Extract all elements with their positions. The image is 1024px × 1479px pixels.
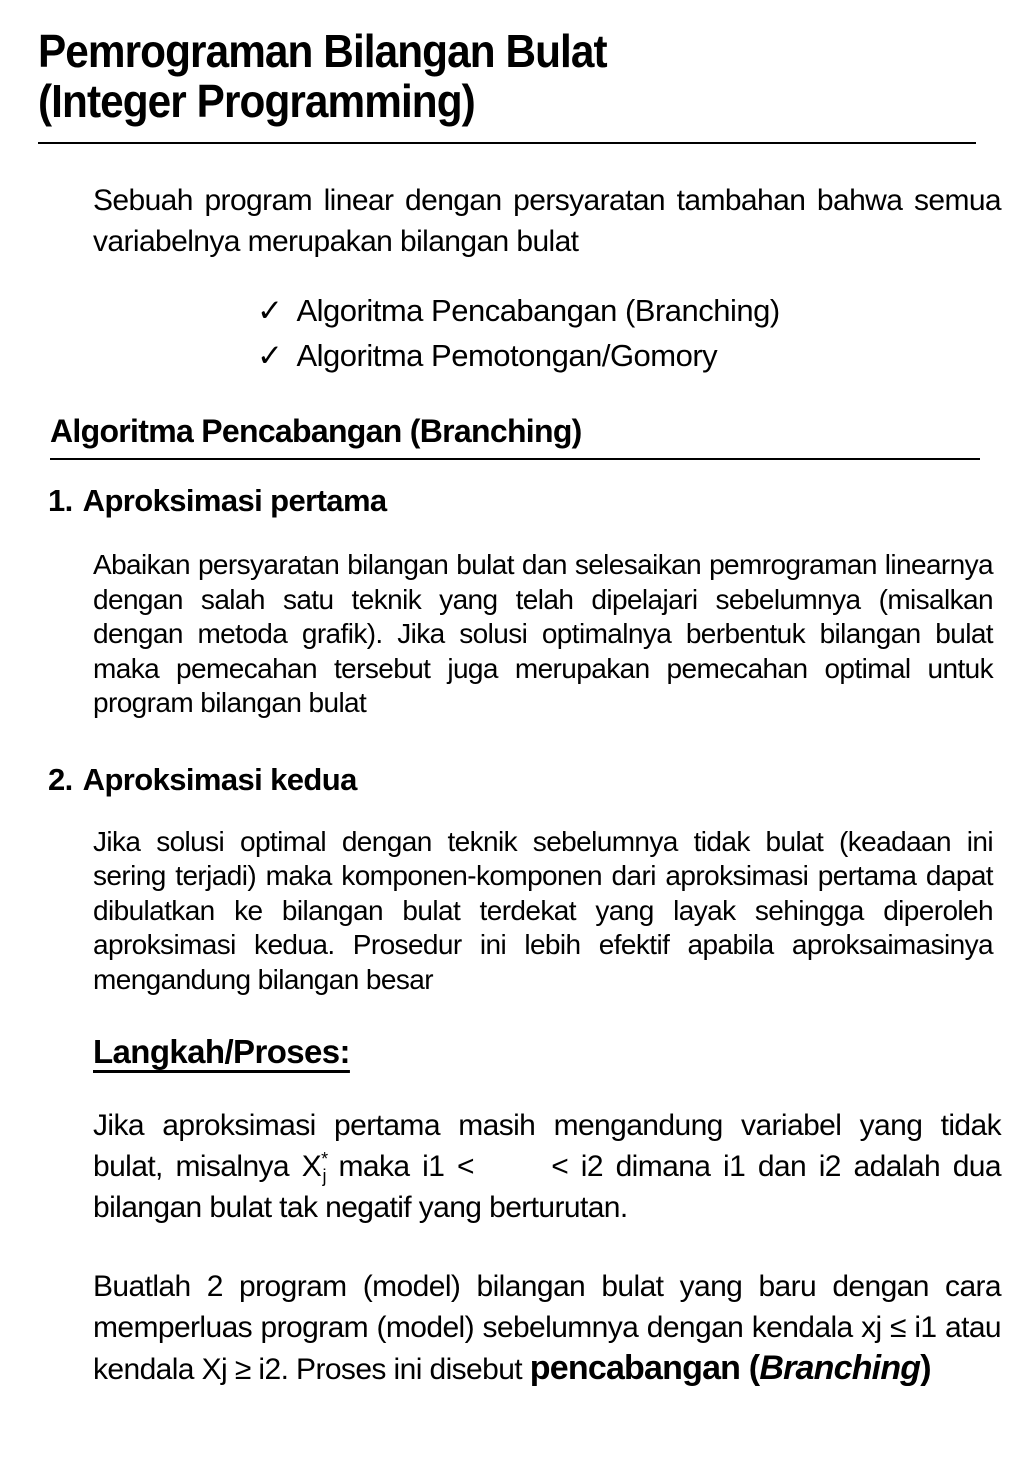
title-divider-rule <box>38 142 976 144</box>
checkmark-icon: ✓ <box>257 338 283 373</box>
checklist <box>257 288 990 378</box>
step2-bold-run <box>530 1349 931 1387</box>
list-item <box>257 288 990 333</box>
step1-text-end: < i2 dimana i1 dan i2 adalah dua bilangan bulat tak negatif yang berturutan. <box>93 1150 1001 1224</box>
step1-text-mid: maka i1 < <box>338 1150 474 1183</box>
point-number: 2. <box>48 761 73 797</box>
step1-text-start: Jika aproksimasi pertama masih mengandung variabel yang tidak bulat, misalnya <box>93 1109 1001 1183</box>
page-title-line-1: Pemrograman Bilangan Bulat <box>38 25 607 77</box>
page-title <box>38 26 914 126</box>
point-title: Aproksimasi kedua <box>82 761 357 797</box>
steps-heading-row <box>38 997 990 1071</box>
variable-x-star-j <box>301 1149 328 1187</box>
section-divider-rule <box>50 458 980 460</box>
point-heading-1 <box>48 482 990 520</box>
point-body-1: Abaikan persyaratan bilangan bulat dan selesaikan pemrograman linearnya dengan salah satu teknik yang telah dipelajari sebelumnya (misalkan dengan metoda grafik). Jika solusi optimalnya berbentuk bilangan bulat maka pemecahan tersebut juga merupakan pemecahan optimal untuk program bilangan bulat <box>93 549 993 718</box>
checkmark-icon: ✓ <box>257 293 283 328</box>
bold-text: pencabangan ( <box>529 1349 760 1387</box>
steps-heading: Langkah/Proses: <box>93 1033 350 1070</box>
list-item-label: Algoritma Pemotongan/Gomory <box>296 338 718 373</box>
variable-superscript: * <box>321 1149 328 1169</box>
step-paragraph-1 <box>93 1105 1001 1228</box>
variable-subscript: j <box>322 1166 326 1187</box>
list-item <box>257 333 990 378</box>
section-heading: Algoritma Pencabangan (Branching) <box>50 413 582 449</box>
step-paragraph-2 <box>93 1266 1001 1390</box>
point-heading-2 <box>48 761 990 799</box>
step2-text-start: Buatlah 2 program (model) bilangan bulat yang baru dengan cara memperluas program (model) sebelumnya dengan kendala xj ≤ i1 atau kendala Xj ≥ i2. Proses ini disebut <box>93 1270 1001 1386</box>
page-title-line-2: (Integer Programming) <box>38 75 475 127</box>
point-title: Aproksimasi pertama <box>82 483 387 518</box>
intro-paragraph: Sebuah program linear dengan persyaratan tambahan bahwa semua variabelnya merupakan bilangan bulat <box>93 184 1001 258</box>
variable-base: X <box>301 1150 322 1183</box>
point-number: 1. <box>48 483 73 518</box>
bold-close-paren: ) <box>920 1349 931 1387</box>
bold-italic-text: Branching <box>759 1349 921 1387</box>
list-item-label: Algoritma Pencabangan (Branching) <box>296 293 780 328</box>
point-body-2: Jika solusi optimal dengan teknik sebelumnya tidak bulat (keadaan ini sering terjadi) maka komponen-komponen dari aproksimasi pertama dapat dibulatkan ke bilangan bulat terdekat yang layak sehingga diperoleh aproksimasi kedua. Prosedur ini lebih efektif apabila aproksaimasinya mengandung bilangan besar <box>93 825 993 995</box>
